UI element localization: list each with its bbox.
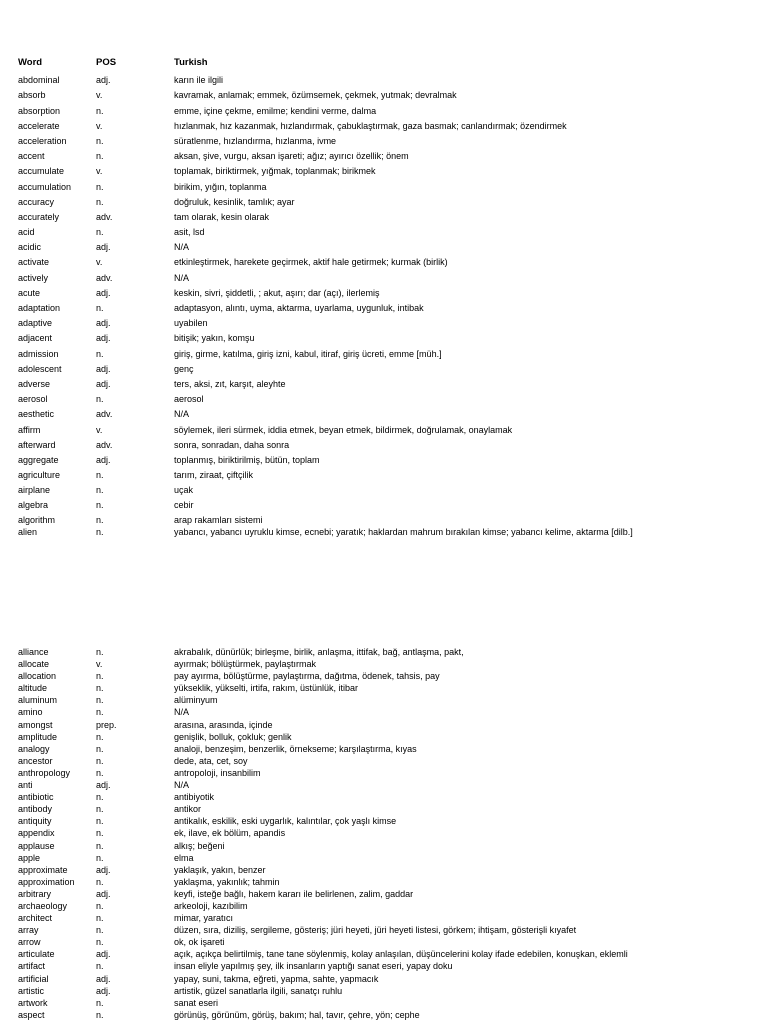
turkish-cell: elma <box>174 852 194 863</box>
turkish-cell: ayırmak; bölüştürmek, paylaştırmak <box>174 659 317 670</box>
pos-cell: n. <box>96 151 104 162</box>
word-cell: amino <box>18 707 43 718</box>
pos-cell: n. <box>96 683 104 694</box>
pos-cell: n. <box>96 303 104 313</box>
pos-cell: adv. <box>96 439 113 450</box>
turkish-cell: açık, açıkça belirtilmiş, tane tane söylenmiş, kolay anlaşılan, düşüncelerini kolay ifade edebilen, konuşkan, eklemli <box>174 949 628 960</box>
word-cell: aggregate <box>18 454 59 465</box>
pos-cell: adj. <box>96 318 111 329</box>
turkish-cell: tarım, ziraat, çiftçilik <box>174 470 254 481</box>
word-cell: algebra <box>18 500 49 511</box>
word-cell: altitude <box>18 683 48 694</box>
turkish-cell: genişlik, bolluk, çokluk; genlik <box>174 731 292 742</box>
table-row <box>18 453 758 468</box>
turkish-cell: ek, ilave, ek bölüm, apandis <box>174 828 286 839</box>
table-row <box>18 331 758 346</box>
table-row <box>18 755 758 767</box>
turkish-cell: uçak <box>174 485 194 496</box>
pos-cell: n. <box>96 840 104 851</box>
word-cell: airplane <box>18 485 51 496</box>
pos-cell: adj. <box>96 864 111 875</box>
table-row <box>18 658 758 670</box>
turkish-cell: arasına, arasında, içinde <box>174 719 273 730</box>
turkish-cell: doğruluk, kesinlik, tamlık; ayar <box>174 196 295 207</box>
pos-cell: n. <box>96 755 104 766</box>
table-header <box>18 55 758 70</box>
word-cell: antibody <box>18 804 53 815</box>
word-cell: applause <box>18 840 55 851</box>
turkish-cell: sonra, sonradan, daha sonra <box>174 439 290 450</box>
table-row <box>18 210 758 225</box>
table-row <box>18 985 758 997</box>
turkish-cell: antikor <box>174 804 202 815</box>
word-cell: artistic <box>18 985 45 996</box>
table-row <box>18 149 758 164</box>
turkish-cell: pay ayırma, bölüştürme, paylaştırma, dağıtma, ödenek, tahsis, pay <box>174 671 440 682</box>
table-row <box>18 791 758 803</box>
turkish-cell: emme, içine çekme, emilme; kendini verme, dalma <box>174 105 377 116</box>
turkish-cell: adaptasyon, alıntı, uyma, aktarma, uyarlama, uygunluk, intibak <box>174 303 424 313</box>
word-cell: analogy <box>18 743 50 754</box>
table-row <box>18 1009 758 1021</box>
pos-cell: n. <box>96 816 104 827</box>
word-cell: aesthetic <box>18 409 55 420</box>
turkish-cell: karın ile ilgili <box>174 75 224 86</box>
table-row <box>18 134 758 149</box>
pos-cell: n. <box>96 913 104 924</box>
pos-cell: n. <box>96 731 104 742</box>
turkish-cell: toplamak, biriktirmek, yığmak, toplanmak; birikmek <box>174 166 376 177</box>
word-cell: anti <box>18 780 33 791</box>
pos-cell: adj. <box>96 242 111 253</box>
word-cell: adolescent <box>18 363 62 374</box>
table-row <box>18 362 758 377</box>
word-cell: archaeology <box>18 900 68 911</box>
turkish-cell: antikalık, eskilik, eski uygarlık, kalıntılar, çok yaşlı kimse <box>174 816 397 827</box>
turkish-cell: analoji, benzeşim, benzerlik, örnekseme; karşılaştırma, kıyas <box>174 743 417 754</box>
pos-cell: adj. <box>96 333 111 344</box>
word-cell: allocation <box>18 671 57 682</box>
word-cell: artificial <box>18 973 49 984</box>
word-cell: acute <box>18 287 41 298</box>
word-cell: adjacent <box>18 333 53 344</box>
word-cell: affirm <box>18 424 41 435</box>
table-row <box>18 948 758 960</box>
turkish-cell: insan eliyle yapılmış şey, ilk insanların yaptığı sanat eseri, yapay doku <box>174 961 453 972</box>
table-row <box>18 888 758 900</box>
word-cell: adverse <box>18 378 51 389</box>
table-row <box>18 827 758 839</box>
table-row <box>18 423 758 438</box>
table-row <box>18 286 758 301</box>
word-cell: absorb <box>18 90 46 101</box>
word-cell: acceleration <box>18 135 67 146</box>
turkish-cell: giriş, girme, katılma, giriş izni, kabul, itiraf, giriş ücreti, emme [müh.] <box>174 348 442 359</box>
pos-cell: n. <box>96 937 104 948</box>
pos-cell: n. <box>96 852 104 863</box>
turkish-cell: yapay, suni, takma, eğreti, yapma, sahte, yapmacık <box>174 973 379 984</box>
pos-cell: adj. <box>96 75 111 86</box>
turkish-cell: ok, ok işareti <box>174 937 225 948</box>
turkish-cell: keskin, sivri, şiddetli, ; akut, aşırı; dar (açı), ilerlemiş <box>174 287 380 298</box>
table-row <box>18 997 758 1009</box>
word-cell: arbitrary <box>18 888 52 899</box>
pos-cell: n. <box>96 997 104 1008</box>
word-cell: array <box>18 925 39 936</box>
word-cell: accelerate <box>18 120 60 131</box>
word-cell: articulate <box>18 949 55 960</box>
pos-cell: n. <box>96 348 104 359</box>
pos-cell: v. <box>96 257 103 268</box>
pos-cell: adj. <box>96 287 111 298</box>
turkish-cell: akrabalık, dünürlük; birleşme, birlik, anlaşma, ittifak, bağ, antlaşma, pakt, <box>174 647 464 657</box>
table-row <box>18 900 758 912</box>
vocabulary-table-1 <box>18 55 758 538</box>
word-cell: accuracy <box>18 196 55 207</box>
word-cell: alliance <box>18 647 49 657</box>
pos-cell: v. <box>96 166 103 177</box>
turkish-cell: cebir <box>174 500 194 511</box>
vocabulary-table-2 <box>18 646 758 1021</box>
table-row <box>18 719 758 731</box>
pos-cell: n. <box>96 828 104 839</box>
turkish-cell: süratlenme, hızlandırma, hızlanma, ivme <box>174 135 337 146</box>
table-row <box>18 225 758 240</box>
turkish-cell: mimar, yaratıcı <box>174 913 234 924</box>
word-cell: approximate <box>18 864 68 875</box>
word-cell: afterward <box>18 439 56 450</box>
table-row <box>18 164 758 179</box>
pos-cell: adj. <box>96 378 111 389</box>
word-cell: ancestor <box>18 755 53 766</box>
word-cell: amongst <box>18 719 53 730</box>
pos-cell: adv. <box>96 409 113 420</box>
table-row <box>18 377 758 392</box>
turkish-cell: N/A <box>174 272 190 283</box>
pos-cell: n. <box>96 485 104 496</box>
turkish-cell: düzen, sıra, diziliş, sergileme, gösteriş; jüri heyeti, jüri heyeti listesi, görkem; ihtişam, gösterişli kıyafet <box>174 925 577 936</box>
turkish-cell: antibiyotik <box>174 792 215 803</box>
table-row <box>18 694 758 706</box>
pos-cell: adj. <box>96 949 111 960</box>
pos-cell: n. <box>96 526 104 537</box>
word-cell: accumulation <box>18 181 72 192</box>
word-cell: actively <box>18 272 49 283</box>
table-row <box>18 973 758 985</box>
word-cell: antiquity <box>18 816 52 827</box>
word-cell: allocate <box>18 659 50 670</box>
word-cell: accurately <box>18 211 60 222</box>
word-cell: adaptive <box>18 318 53 329</box>
pos-cell: n. <box>96 105 104 116</box>
table-row <box>18 271 758 286</box>
pos-cell: n. <box>96 925 104 936</box>
table-row <box>18 88 758 103</box>
word-cell: aluminum <box>18 695 58 706</box>
pos-cell: n. <box>96 804 104 815</box>
pos-cell: n. <box>96 767 104 778</box>
table-row <box>18 301 758 316</box>
table-row <box>18 438 758 453</box>
word-cell: apple <box>18 852 41 863</box>
turkish-cell: söylemek, ileri sürmek, iddia etmek, beyan etmek, bildirmek, doğrulamak, onaylamak <box>174 424 513 435</box>
pos-cell: adj. <box>96 985 111 996</box>
pos-cell: adv. <box>96 211 113 222</box>
turkish-cell: N/A <box>174 409 190 420</box>
word-cell: artifact <box>18 961 46 972</box>
table-row <box>18 407 758 422</box>
word-cell: activate <box>18 257 50 268</box>
table-row <box>18 526 758 538</box>
word-cell: appendix <box>18 828 55 839</box>
word-cell: abdominal <box>18 75 60 86</box>
turkish-cell: yükseklik, yükselti, irtifa, rakım, üstünlük, itibar <box>174 683 359 694</box>
turkish-cell: asit, lsd <box>174 227 205 238</box>
pos-cell: adj. <box>96 973 111 984</box>
word-cell: architect <box>18 913 53 924</box>
table-body-1 <box>18 73 758 537</box>
turkish-cell: alüminyum <box>174 695 218 706</box>
word-cell: aspect <box>18 1009 45 1020</box>
pos-cell: n. <box>96 900 104 911</box>
table-row <box>18 347 758 362</box>
word-cell: anthropology <box>18 767 71 778</box>
table-row <box>18 392 758 407</box>
turkish-cell: artistik, güzel sanatlarla ilgili, sanatçı ruhlu <box>174 985 343 996</box>
pos-cell: n. <box>96 500 104 511</box>
pos-cell: v. <box>96 659 103 670</box>
pos-cell: n. <box>96 470 104 481</box>
table-row <box>18 852 758 864</box>
turkish-cell: hızlanmak, hız kazanmak, hızlandırmak, çabuklaştırmak, gaza basmak; canlandırmak; özendirmek <box>174 120 567 131</box>
turkish-cell: sanat eseri <box>174 997 219 1008</box>
pos-cell: n. <box>96 1009 104 1020</box>
word-cell: accent <box>18 151 45 162</box>
word-cell: aerosol <box>18 394 48 405</box>
word-cell: artwork <box>18 997 48 1008</box>
turkish-cell: bitişik; yakın, komşu <box>174 333 255 344</box>
turkish-cell: tam olarak, kesin olarak <box>174 211 270 222</box>
pos-cell: n. <box>96 135 104 146</box>
table-row <box>18 670 758 682</box>
word-cell: accumulate <box>18 166 65 177</box>
word-cell: arrow <box>18 937 41 948</box>
turkish-cell: yabancı, yabancı uyruklu kimse, ecnebi; yaratık; haklardan mahrum bırakılan kimse; yabancı kelime, aktarma [dilb.] <box>174 526 633 537</box>
word-cell: alien <box>18 526 38 537</box>
turkish-cell: görünüş, görünüm, görüş, bakım; hal, tavır, çehre, yön; cephe <box>174 1009 420 1020</box>
word-cell: approximation <box>18 876 75 887</box>
table-row <box>18 767 758 779</box>
table-row <box>18 316 758 331</box>
turkish-cell: birikim, yığın, toplanma <box>174 181 267 192</box>
pos-cell: adj. <box>96 363 111 374</box>
word-cell: adaptation <box>18 303 61 313</box>
pos-cell: n. <box>96 181 104 192</box>
table-row <box>18 73 758 88</box>
word-cell: acid <box>18 227 35 238</box>
pos-cell: v. <box>96 424 103 435</box>
table-row <box>18 803 758 815</box>
pos-cell: adj. <box>96 780 111 791</box>
word-cell: admission <box>18 348 59 359</box>
word-cell: algorithm <box>18 514 56 525</box>
table-row <box>18 936 758 948</box>
turkish-cell: antropoloji, insanbilim <box>174 767 261 778</box>
turkish-cell: aerosol <box>174 394 204 405</box>
word-cell: amplitude <box>18 731 58 742</box>
table-row <box>18 912 758 924</box>
table-row <box>18 924 758 936</box>
pos-cell: n. <box>96 695 104 706</box>
turkish-cell: dede, ata, cet, soy <box>174 755 248 766</box>
pos-cell: n. <box>96 876 104 887</box>
table-row <box>18 240 758 255</box>
pos-cell: n. <box>96 394 104 405</box>
pos-cell: n. <box>96 792 104 803</box>
turkish-cell: yaklaşık, yakın, benzer <box>174 864 266 875</box>
table-row <box>18 731 758 743</box>
pos-cell: adj. <box>96 888 111 899</box>
table-row <box>18 876 758 888</box>
pos-cell: v. <box>96 120 103 131</box>
header-pos: POS <box>96 57 117 68</box>
pos-cell: adv. <box>96 272 113 283</box>
pos-cell: adj. <box>96 454 111 465</box>
turkish-cell: N/A <box>174 780 190 791</box>
pos-cell: prep. <box>96 719 117 730</box>
pos-cell: n. <box>96 961 104 972</box>
turkish-cell: uyabilen <box>174 318 208 329</box>
turkish-cell: kavramak, anlamak; emmek, özümsemek, çekmek, yutmak; devralmak <box>174 90 457 101</box>
word-cell: absorption <box>18 105 61 116</box>
table-row <box>18 468 758 483</box>
table-row <box>18 483 758 498</box>
table-row <box>18 498 758 513</box>
word-cell: antibiotic <box>18 792 54 803</box>
turkish-cell: arap rakamları sistemi <box>174 514 263 525</box>
table-row <box>18 195 758 210</box>
table-row <box>18 682 758 694</box>
table-row <box>18 514 758 526</box>
table-row <box>18 104 758 119</box>
word-cell: acidic <box>18 242 42 253</box>
turkish-cell: arkeoloji, kazıbilim <box>174 900 248 911</box>
header-turkish: Turkish <box>174 57 208 68</box>
turkish-cell: alkış; beğeni <box>174 840 225 851</box>
header-word: Word <box>18 57 43 68</box>
table-row <box>18 706 758 718</box>
pos-cell: n. <box>96 227 104 238</box>
table-row <box>18 815 758 827</box>
turkish-cell: toplanmış, biriktirilmiş, bütün, toplam <box>174 454 320 465</box>
table-row <box>18 864 758 876</box>
turkish-cell: ters, aksi, zıt, karşıt, aleyhte <box>174 378 286 389</box>
table-row <box>18 960 758 972</box>
pos-cell: n. <box>96 514 104 525</box>
pos-cell: v. <box>96 90 103 101</box>
table-row <box>18 779 758 791</box>
table-row <box>18 646 758 658</box>
turkish-cell: N/A <box>174 707 190 718</box>
turkish-cell: etkinleştirmek, harekete geçirmek, aktif hale getirmek; kurmak (birlik) <box>174 257 448 268</box>
turkish-cell: keyfi, isteğe bağlı, hakem kararı ile belirlenen, zalim, gaddar <box>174 888 414 899</box>
pos-cell: n. <box>96 707 104 718</box>
pos-cell: n. <box>96 647 104 657</box>
table-row <box>18 743 758 755</box>
pos-cell: n. <box>96 743 104 754</box>
pos-cell: n. <box>96 671 104 682</box>
turkish-cell: N/A <box>174 242 190 253</box>
table-body-2 <box>18 646 758 1021</box>
table-row <box>18 119 758 134</box>
word-cell: agriculture <box>18 470 61 481</box>
turkish-cell: aksan, şive, vurgu, aksan işareti; ağız; ayırıcı özellik; önem <box>174 151 409 162</box>
turkish-cell: genç <box>174 363 194 374</box>
turkish-cell: yaklaşma, yakınlık; tahmin <box>174 876 280 887</box>
table-row <box>18 840 758 852</box>
pos-cell: n. <box>96 196 104 207</box>
table-row <box>18 255 758 270</box>
table-row <box>18 180 758 195</box>
